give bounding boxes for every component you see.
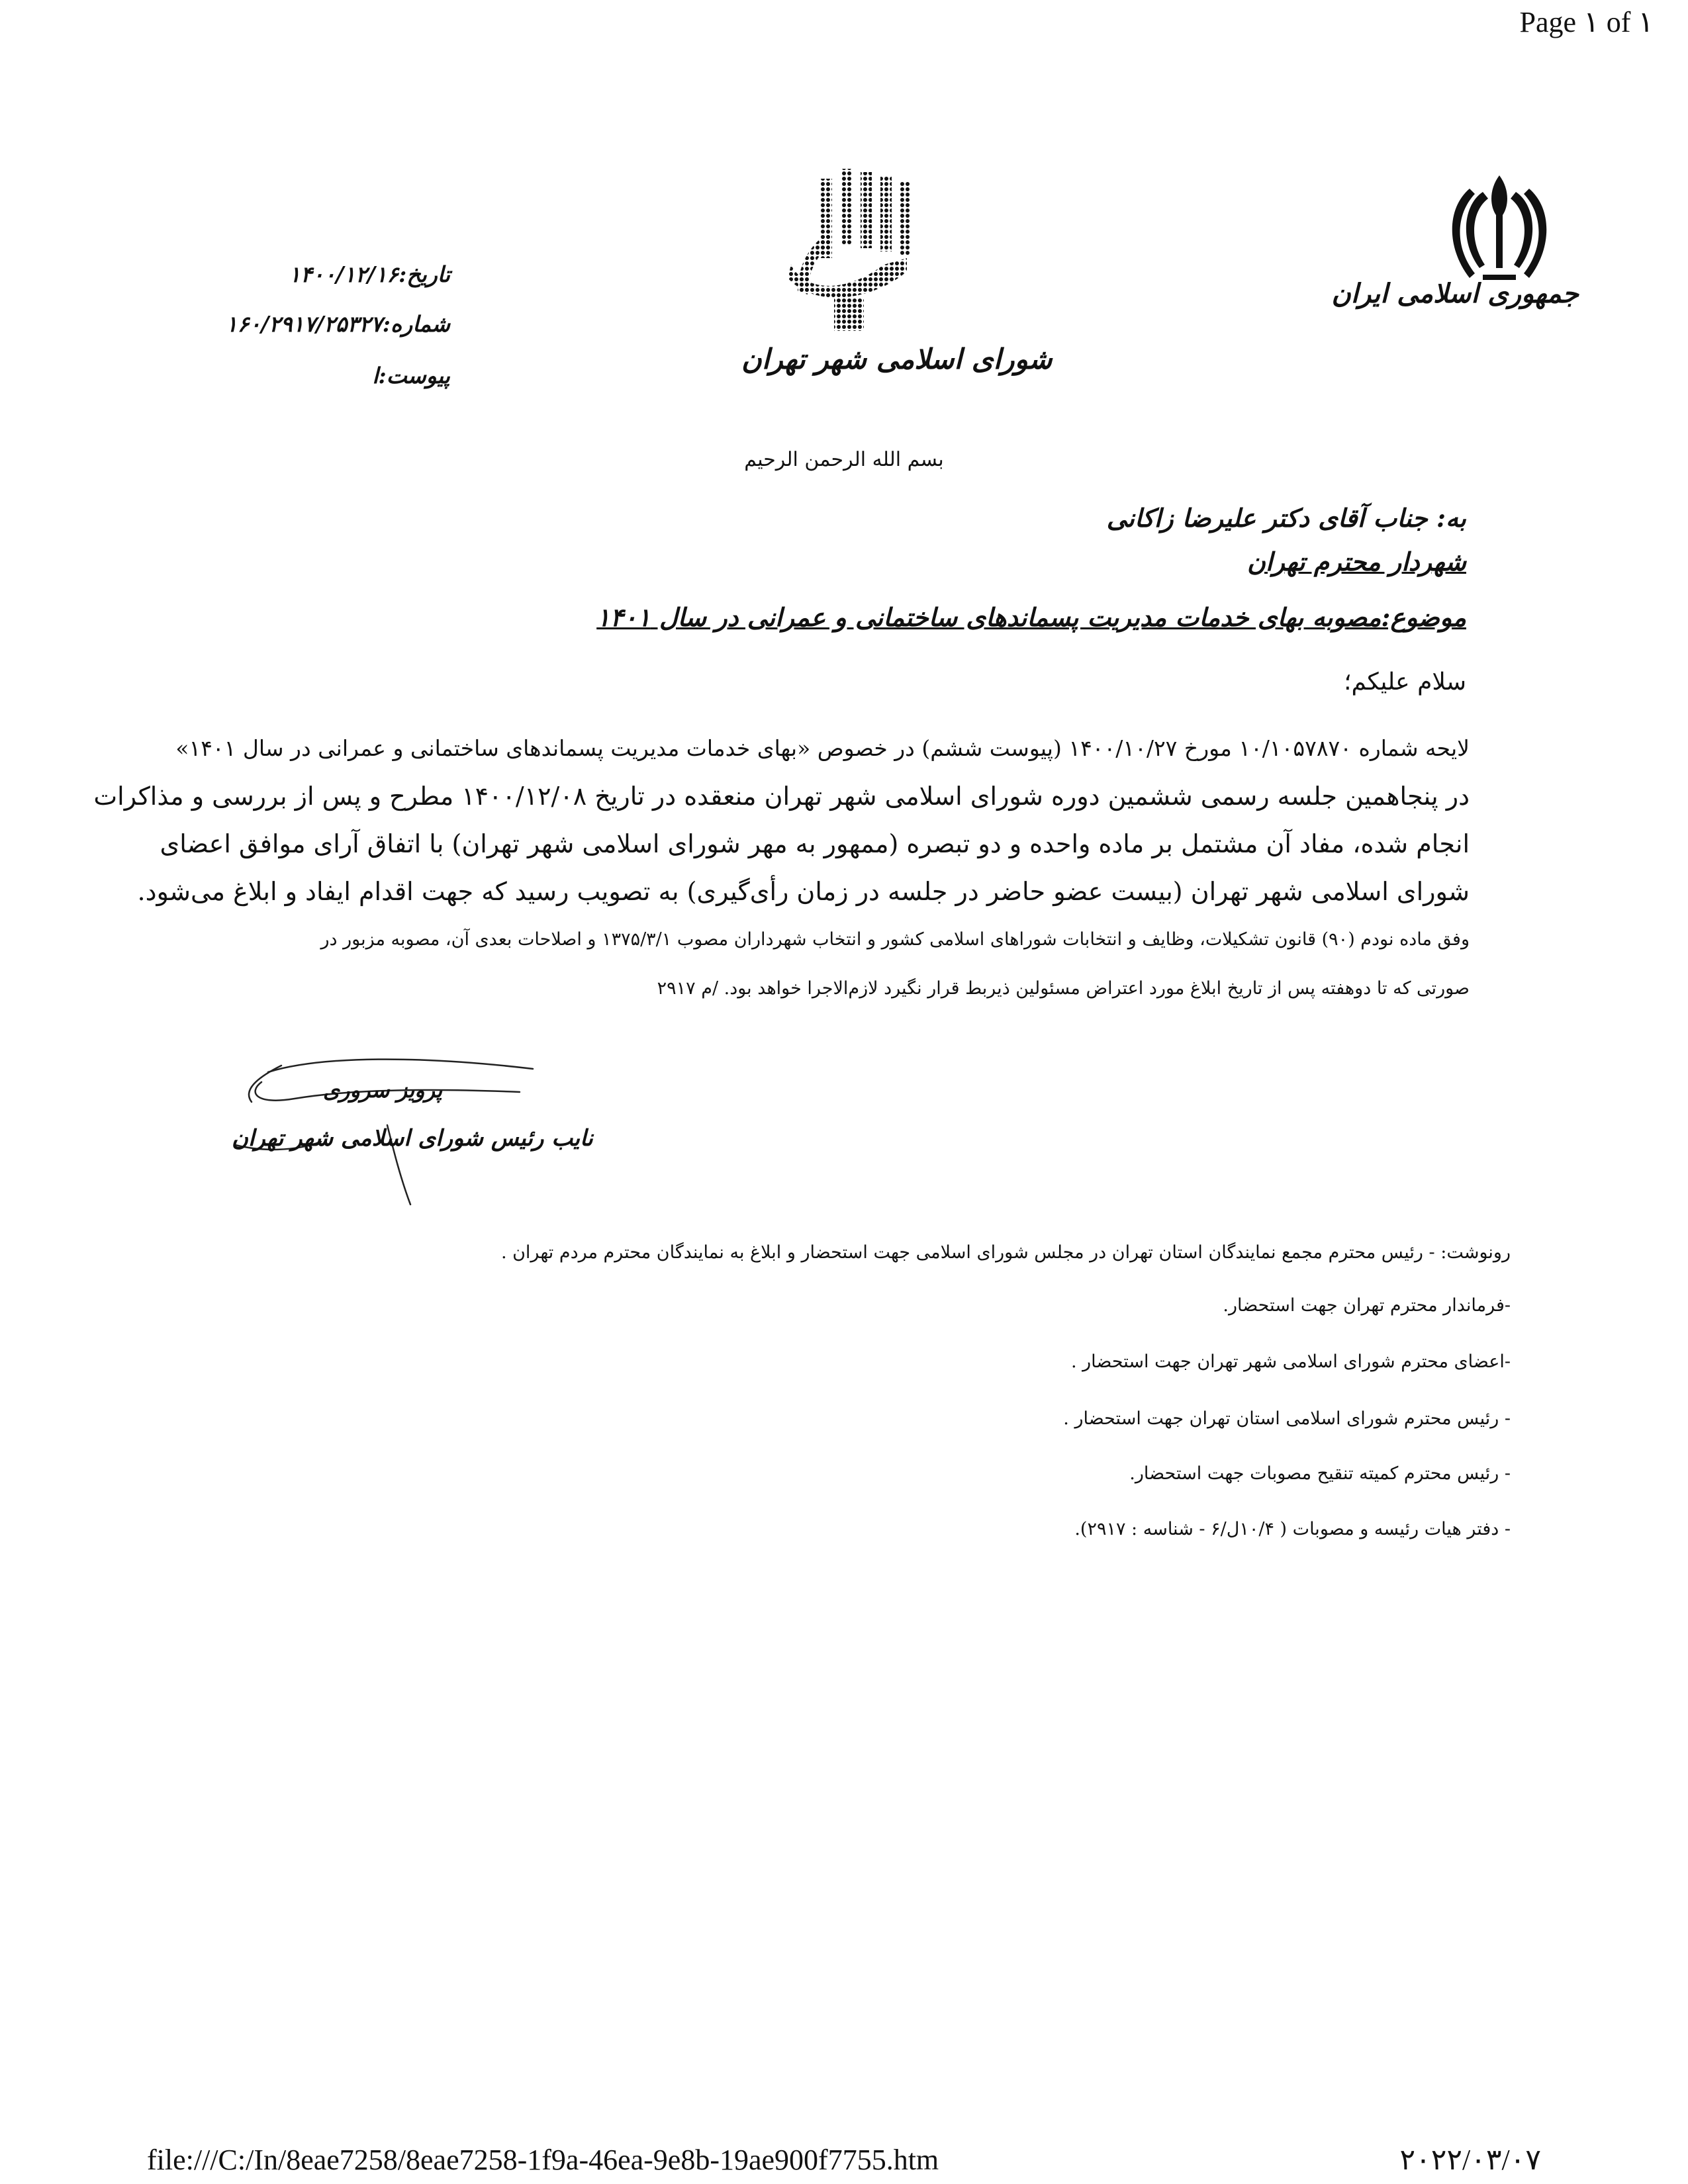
recipient-name: به: جناب آقای دکتر علیرضا زاکانی	[1106, 503, 1466, 533]
letter-subject: موضوع:مصوبه بهای خدمات مدیریت پسماندهای ساختمانی و عمرانی در سال ۱۴۰۱	[596, 602, 1466, 632]
body-line: انجام شده، مفاد آن مشتمل بر ماده واحده و دو تبصره (ممهور به مهر شورای اسلامی شهر تهران) با اتفاق آرای موافق اعضای	[160, 829, 1470, 858]
body-line: در پنجاهمین جلسه رسمی ششمین دوره شورای اسلامی شهر تهران منعقده در تاریخ ۱۴۰۰/۱۲/۰۸ مطرح و پس از بررسی و مذاکرات	[93, 782, 1470, 811]
signer-name: پرویز سروری	[323, 1077, 443, 1103]
body-line: لایحه شماره ۱۰/۱۰۵۷۸۷۰ مورخ ۱۴۰۰/۱۰/۲۷ (پیوست ششم) در خصوص «بهای خدمات مدیریت پسماندهای ساختمانی و عمرانی در سال ۱۴۰۱»	[175, 735, 1470, 761]
cc-item: - دفتر هیات رئیسه و مصوبات ( ۱۰/۴ل/۶ - شناسه : ۲۹۱۷).	[1074, 1519, 1511, 1539]
council-caption: شورای اسلامی شهر تهران	[741, 343, 1053, 375]
iran-emblem-icon	[1443, 169, 1556, 295]
letter-attachment: پیوست:ا	[372, 363, 450, 388]
footer-file-path: file:///C:/In/8eae7258/8eae7258-1f9a-46ea-9e8b-19ae900f7755.htm	[147, 2144, 939, 2176]
cc-item: - رئیس محترم کمیته تنقیح مصوبات جهت استحضار.	[1129, 1463, 1511, 1484]
emblem-caption: جمهوری اسلامی ایران	[1331, 278, 1579, 309]
recipient-title: شهردار محترم تهران	[1247, 547, 1466, 576]
cc-item: -فرماندار محترم تهران جهت استحضار.	[1223, 1295, 1511, 1316]
body-line: صورتی که تا دوهفته پس از تاریخ ابلاغ مورد اعتراض مسئولین ذیربط قرار نگیرد لازم‌الاجرا خواهد بود. /م ۲۹۱۷	[657, 978, 1470, 999]
letter-date: تاریخ:۱۴۰۰/۱۲/۱۶	[289, 261, 450, 287]
cc-first-line: رونوشت: - رئیس محترم مجمع نمایندگان استان تهران در مجلس شورای اسلامی جهت استحضار و ابلاغ به نمایندگان محترم مردم تهران .	[500, 1242, 1511, 1263]
letter-number: شماره:۱۶۰/۲۹۱۷/۲۵۳۲۷	[225, 311, 450, 337]
cc-item: -اعضای محترم شورای اسلامی شهر تهران جهت استحضار .	[1070, 1351, 1511, 1372]
city-council-logo-icon	[778, 165, 910, 344]
body-line: وفق ماده نودم (۹۰) قانون تشکیلات، وظایف و انتخابات شوراهای اسلامی کشور و انتخاب شهرداران مصوب ۱۳۷۵/۳/۱ و اصلاحات بعدی آن، مصوبه مزبور در	[320, 929, 1470, 950]
letter-body	[93, 725, 1470, 1013]
bismillah: بسم الله الرحمن الرحیم	[744, 448, 944, 471]
footer-date: ۲۰۲۲/۰۳/۰۷	[1399, 2144, 1541, 2176]
greeting: سلام علیکم؛	[1344, 668, 1466, 696]
page-number: Page ١ of ١	[1519, 6, 1654, 38]
signer-title: نایب رئیس شورای اسلامی شهر تهران	[232, 1125, 593, 1152]
cc-item: - رئیس محترم شورای اسلامی استان تهران جهت استحضار .	[1063, 1408, 1511, 1429]
body-line: شورای اسلامی شهر تهران (بیست عضو حاضر در جلسه در زمان رأی‌گیری) به تصویب رسید که جهت اقدام ایفاد و ابلاغ می‌شود.	[137, 877, 1470, 906]
